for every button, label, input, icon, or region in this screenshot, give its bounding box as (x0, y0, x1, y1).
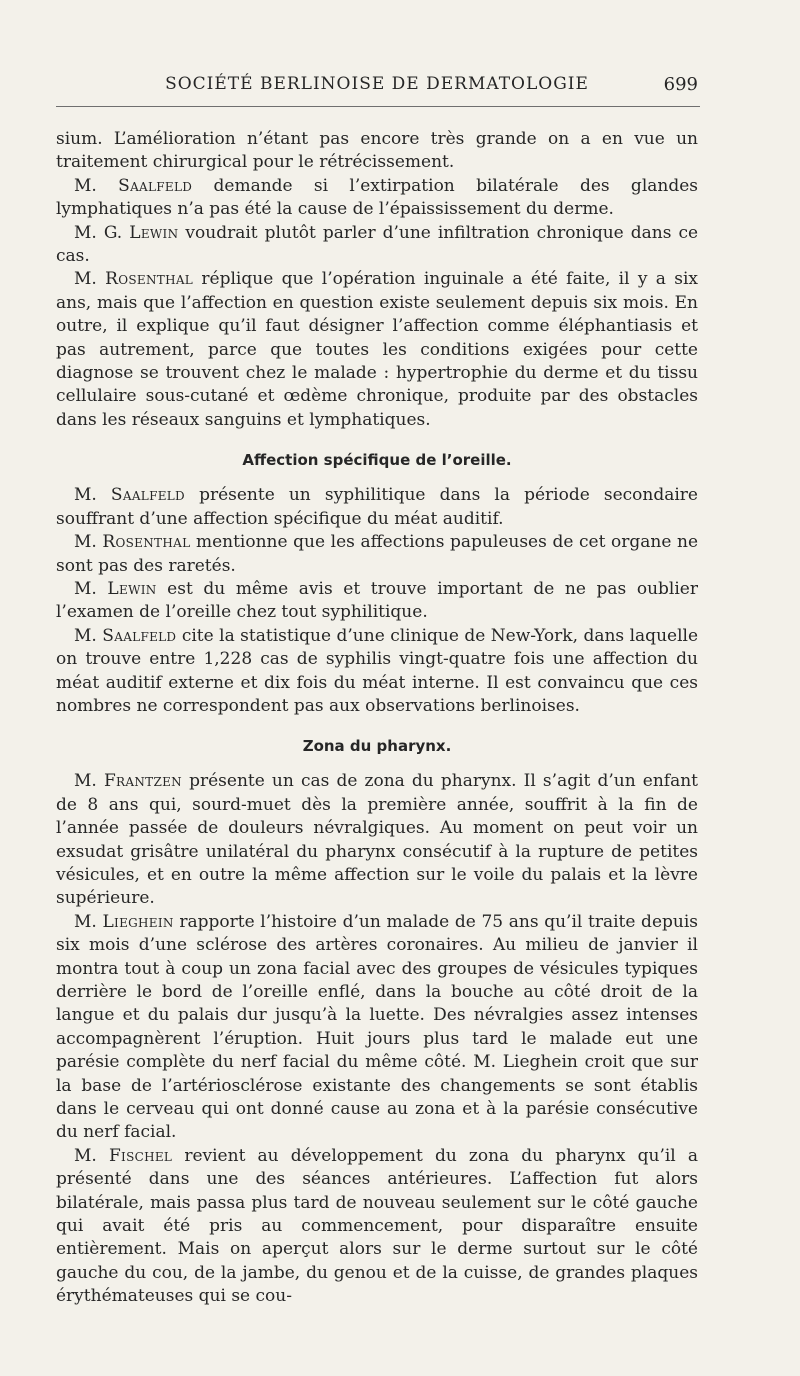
running-title: SOCIÉTÉ BERLINOISE DE DERMATOLOGIE (165, 74, 589, 94)
paragraph (56, 175, 698, 222)
paragraph-text: réplique que l’opération inguinale a été faite, il y a six ans, mais que l’affection en question existe seulement depuis six mois. En outre, il explique qu’il faut désigner l’affection comme éléphantiasis et pas autrement, parce que toutes les conditions exigées pour cette diagnose se trouvent chez le malade : hypertrophie du derme et du tissu cellulaire sous-cutané et œdème chronique, produite par des obstacles dans les réseaux sanguins et lymphatiques. (56, 269, 699, 430)
paragraph-text: rapporte l’histoire d’un malade de 75 ans qu’il traite depuis six mois d’une sclérose des artères coronaires. Au milieu de janvier il montra tout à coup un zona facial avec des groupes de vésicules typiques derrière le bord de l’oreille enflé, dans la bouche au côté droit de la langue et du palais dur jusqu’à la luette. Des névralgies assez intenses accompagnèrent l’éruption. Huit jours plus tard le malade eut une parésie complète du nerf facial du même côté. M. Lieghein croit que sur la base de l’artériosclérose existante des changements se sont établis dans le cerveau qui ont donné cause au zona et à la parésie consécutive du nerf facial. (56, 911, 698, 1143)
speaker-name: Rosenthal (102, 532, 191, 553)
page-header (56, 74, 698, 98)
paragraph (56, 531, 698, 578)
paragraph-text: présente un cas de zona du pharynx. Il s’agit d’un enfant de 8 ans qui, sourd-muet dès la première année, souffrit à la fin de l’année passée de douleurs névralgiques. Au moment on peut voir un exsudat grisâtre unilatéral du pharynx consécutif à la rupture de petites vésicules, et en outre la même affection sur le voile du palais et la lèvre supérieure. (56, 771, 699, 909)
speaker-name: Saalfeld (110, 485, 185, 506)
speaker-prefix: M. (74, 911, 97, 932)
speaker-name: Fischel (108, 1145, 173, 1166)
speaker-prefix: M. (74, 175, 97, 196)
header-rule (56, 106, 700, 107)
page-body (56, 128, 698, 1309)
speaker-prefix: M. (74, 578, 97, 599)
speaker-name: Frantzen (103, 771, 182, 792)
paragraph-text: voudrait plutôt parler d’une infiltration chronique dans ce cas. (56, 222, 699, 267)
speaker-prefix: M. (74, 1145, 97, 1166)
speaker-name: Rosenthal (105, 269, 194, 290)
page-number: 699 (663, 74, 698, 95)
speaker-prefix: M. (74, 771, 97, 792)
speaker-prefix: M. (74, 485, 97, 506)
paragraph-text: cite la statistique d’une clinique de New-York, dans laquelle on trouve entre 1,228 cas de syphilis vingt-quatre fois une affection du méat auditif externe et dix fois du méat interne. Il est convaincu que ces nombres ne correspondent pas aux observations berlinoises. (56, 625, 699, 716)
speaker-prefix: M. G. (74, 222, 123, 243)
paragraph (56, 578, 698, 625)
speaker-name: Saalfeld (102, 625, 177, 646)
paragraph-text: demande si l’extirpation bilatérale des glandes lymphatiques n’a pas été la cause de l’épaississement du derme. (56, 175, 699, 220)
speaker-name: Saalfeld (118, 175, 193, 196)
paragraph (56, 625, 698, 719)
paragraph (56, 1145, 698, 1309)
speaker-prefix: M. (74, 269, 97, 290)
paragraph-text: est du même avis et trouve important de ne pas oublier l’examen de l’oreille chez tout syphilitique. (56, 578, 698, 623)
paragraph (56, 222, 698, 269)
paragraph (56, 770, 698, 910)
paragraph: sium. L’amélioration n’étant pas encore très grande on a en vue un traitement chirurgical pour le rétrécissement. (56, 129, 698, 173)
speaker-prefix: M. (74, 532, 97, 553)
section-heading: Zona du pharynx. (302, 737, 452, 756)
section-heading: Affection spécifique de l’oreille. (242, 451, 512, 470)
speaker-name: Lewin (129, 222, 179, 243)
paragraph (56, 911, 698, 1145)
paragraph-text: mentionne que les affections papuleuses de cet organe ne sont pas des raretés. (56, 532, 699, 576)
speaker-prefix: M. (74, 625, 97, 646)
speaker-name: Lieghein (102, 911, 174, 932)
paragraph (56, 268, 698, 432)
paragraph-text: revient au développement du zona du pharynx qu’il a présenté dans une des séances antérieures. L’affection fut alors bilatérale, mais passa plus tard de nouveau seulement sur le côté gauche qui avait été pris au commencement, pour disparaître ensuite entièrement. Mais on aperçut alors sur le derme surtout sur le côté gauche du cou, de la jambe, du genou et de la cuisse, de grandes plaques érythémateuses qui se cou- (56, 1145, 699, 1307)
paragraph (56, 484, 698, 531)
paragraph-text: présente un syphilitique dans la période secondaire souffrant d’une affection spécifique du méat auditif. (56, 485, 698, 529)
speaker-name: Lewin (107, 578, 157, 599)
